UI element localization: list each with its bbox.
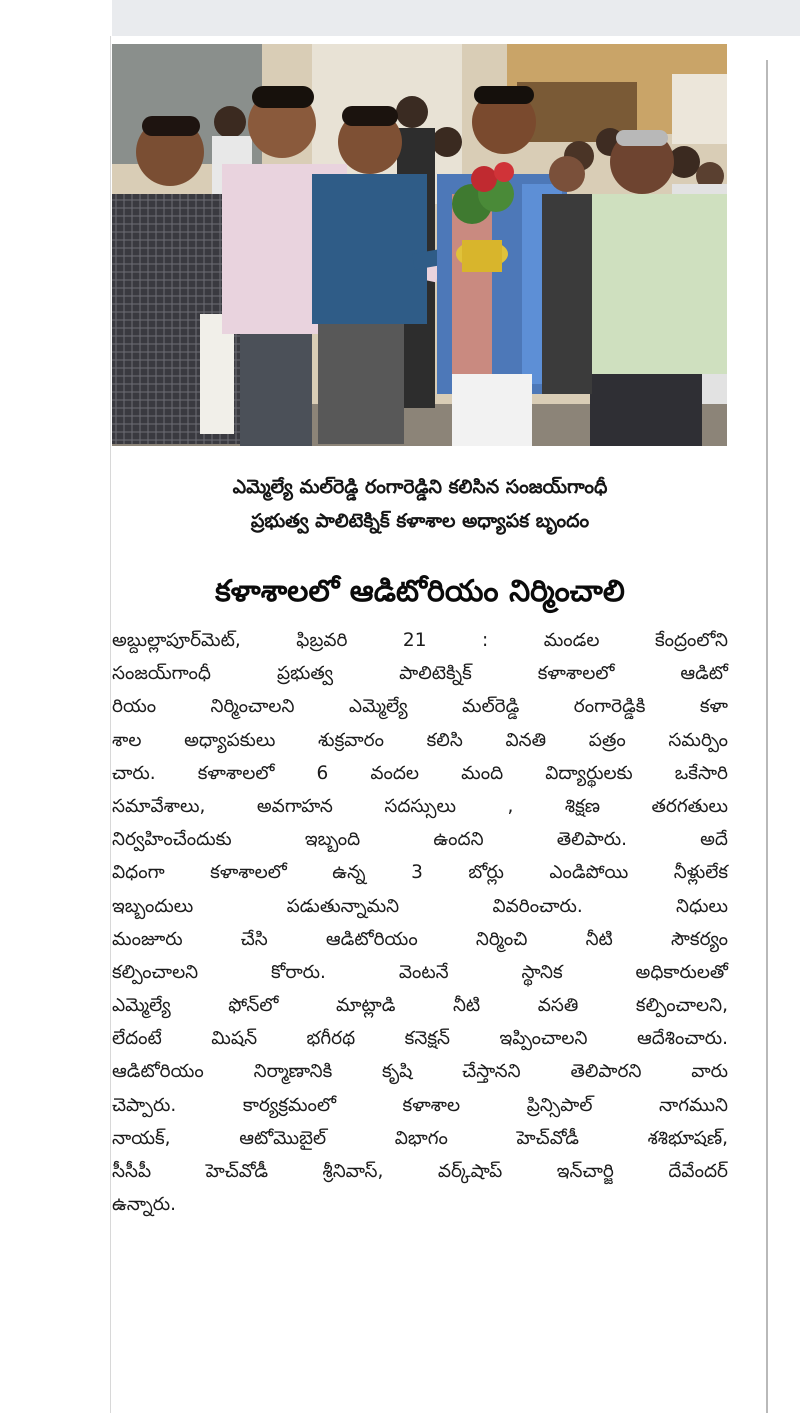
column-left-rule <box>110 36 111 1413</box>
body-line: విధంగా కళాశాలలో ఉన్న 3 బోర్లు ఎండిపోయి నీళ్లులేక <box>112 862 728 884</box>
article-headline: కళాశాలలో ఆడిటోరియం నిర్మించాలి <box>215 574 625 609</box>
body-line: ఉన్నారు. <box>112 1194 177 1216</box>
body-line: అబ్దుల్లాపూర్‌మెట్, ఫిబ్రవరి 21 : మండల కేంద్రంలోని <box>112 630 728 651</box>
body-line: చారు. కళాశాలలో 6 వందల మంది విద్యార్థులకు ఒకేసారి <box>112 762 728 784</box>
article-body <box>112 624 728 1221</box>
top-band <box>112 0 800 36</box>
news-photo <box>112 44 727 446</box>
body-line: లేదంటే మిషన్ భగీరథ కనెక్షన్ ఇప్పించాలని ఆదేశించారు. <box>112 1028 728 1050</box>
body-line: రియం నిర్మించాలని ఎమ్మెల్యే మల్‌రెడ్డి రంగారెడ్డికి కళా <box>112 696 728 718</box>
body-line: సంజయ్‌గాంధీ ప్రభుత్వ పాలిటెక్నిక్ కళాశాలలో ఆడిటో <box>112 663 728 685</box>
body-line: నిర్వహించేందుకు ఇబ్బంది ఉందని తెలిపారు. అదే <box>112 829 728 851</box>
caption-line-2: ప్రభుత్వ పాలిటెక్నిక్ కళాశాల అధ్యాపక బృందం <box>250 510 590 532</box>
body-line: కల్పించాలని కోరారు. వెంటనే స్థానిక అధికారులతో <box>112 961 728 983</box>
body-line: నాయక్, ఆటోమొబైల్ విభాగం హెచ్‌వోడీ శశిభూషణ్, <box>112 1127 728 1149</box>
photo-caption <box>112 470 728 538</box>
body-line: సీసీపీ హెచ్‌వోడీ శ్రీనివాస్, వర్క్‌షాప్ ఇన్‌చార్జి దేవేందర్ <box>112 1161 728 1182</box>
body-line: శాల అధ్యాపకులు శుక్రవారం కలిసి వినతి పత్రం సమర్పిం <box>112 729 728 751</box>
body-line: మంజూరు చేసి ఆడిటోరియం నిర్మించి నీటి సౌకర్యం <box>112 928 728 950</box>
body-line: ఇబ్బందులు పడుతున్నామని వివరించారు. నిధులు <box>112 895 728 917</box>
body-line: సమావేశాలు, అవగాహన సదస్సులు , శిక్షణ తరగతులు <box>112 795 728 817</box>
body-line: చెప్పారు. కార్యక్రమంలో కళాశాల ప్రిన్సిపాల్ నాగముని <box>112 1094 728 1116</box>
body-line: ఎమ్మెల్యే ఫోన్‌లో మాట్లాడి నీటి వసతి కల్పించాలని, <box>112 995 728 1017</box>
body-line: ఆడిటోరియం నిర్మాణానికి కృషి చేస్తానని తెలిపారని వారు <box>112 1061 728 1083</box>
caption-line-1: ఎమ్మెల్యే మల్‌రెడ్డి రంగారెడ్డిని కలిసిన సంజయ్‌గాంధీ <box>232 476 608 498</box>
column-right-rule <box>766 60 768 1413</box>
